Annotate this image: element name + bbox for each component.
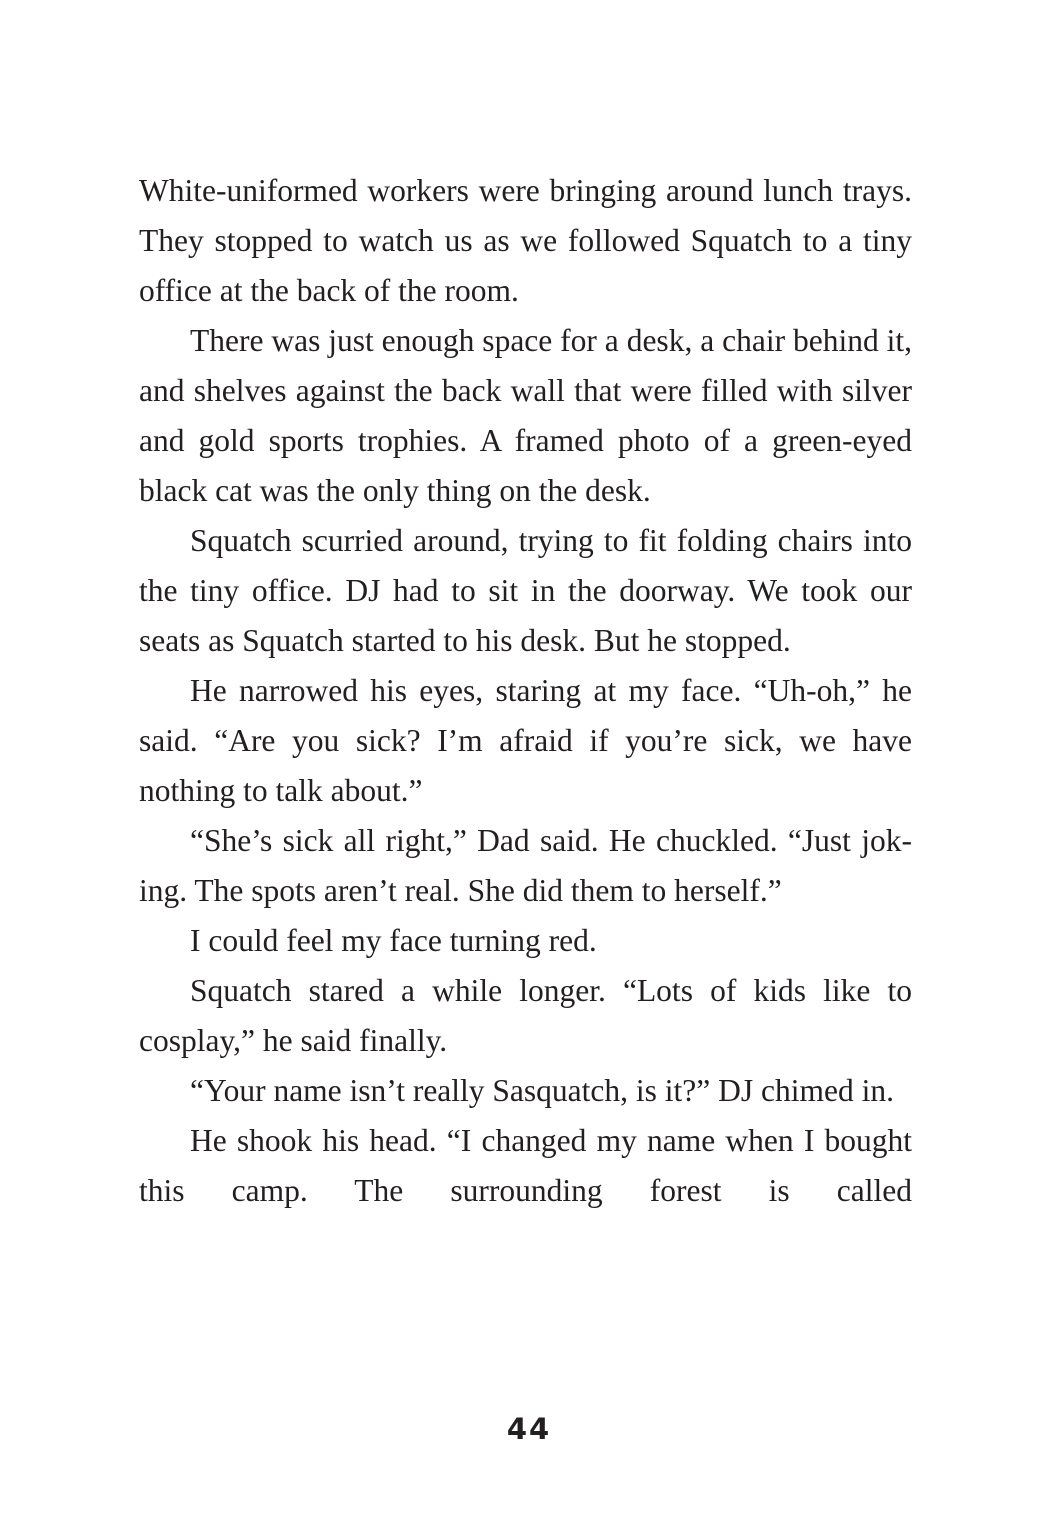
paragraph-2: There was just enough space for a desk, a chair behind it, and shelves against the back wall that were filled with silver and gold sports trophies. A framed photo of a green-eyed black cat was the only thing on the desk.: [139, 323, 912, 508]
paragraph-1: White-uniformed workers were bringing around lunch trays. They stopped to watch us as we followed Squatch to a tiny office at the back of the room.: [139, 173, 912, 308]
page-number: 44: [506, 1412, 552, 1446]
paragraph-6: I could feel my face turning red.: [190, 923, 597, 958]
paragraph-8: “Your name isn’t really Sasquatch, is it?” DJ chimed in.: [190, 1073, 894, 1108]
paragraph-5: “She’s sick all right,” Dad said. He chuckled. “Just joking. The spots aren’t real. She did them to herself.”: [139, 823, 912, 908]
paragraph-3: Squatch scurried around, trying to fit folding chairs into the tiny office. DJ had to sit in the doorway. We took our seats as Squatch started to his desk. But he stopped.: [139, 523, 912, 658]
paragraph-7: Squatch stared a while longer. “Lots of kids like to cosplay,” he said finally.: [139, 973, 912, 1058]
body-text: [139, 166, 912, 1216]
paragraph-9: He shook his head. “I changed my name when I bought this camp. The surrounding forest is called: [139, 1123, 912, 1208]
paragraph-4: He narrowed his eyes, staring at my face. “Uh-oh,” he said. “Are you sick? I’m afraid if you’re sick, we have nothing to talk about.”: [139, 673, 912, 808]
